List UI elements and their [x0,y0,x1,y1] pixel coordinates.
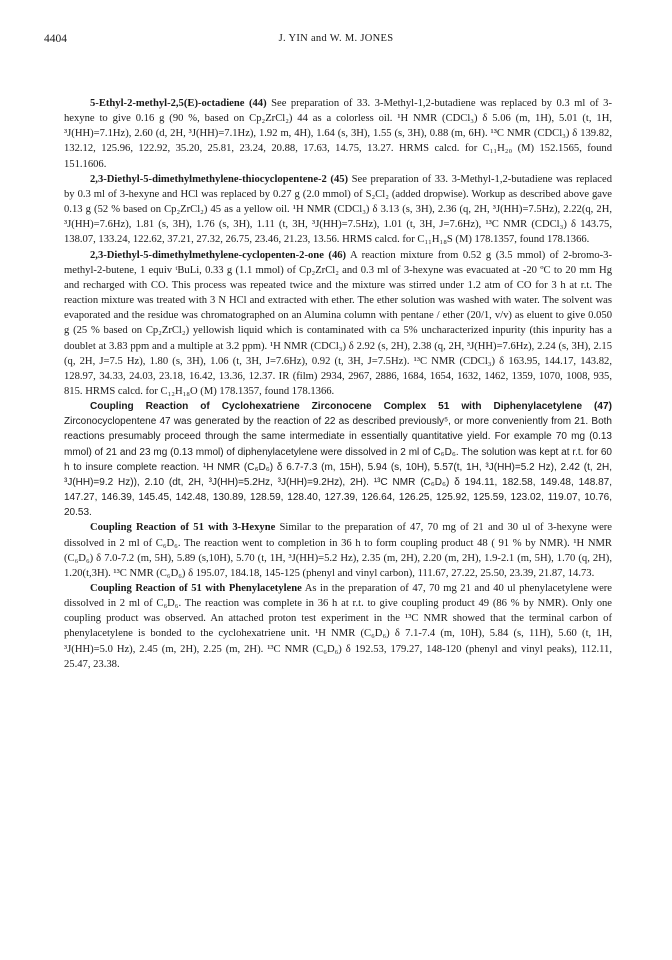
running-title: J. YIN and W. M. JONES [278,33,394,44]
section-heading: Coupling Reaction of Cyclohexatriene Zirconocene Complex 51 with Diphenylacetylene (47) [90,401,612,413]
compound-heading: 2,3-Diethyl-5-dimethylmethylene-cyclopenten-2-one (46) [90,249,347,261]
section-heading: Coupling Reaction of 51 with Phenylacetylene [90,583,302,594]
paragraph-text: As in the preparation of 47, 70 mg 21 and 40 ul phenylacetylene were dissolved in 2 ml of C₆D₆. The reaction was complete in 36 h at r.t. to give coupling product 49 (86 % by NMR). Only one coupling product was observed. An attached proton test experiment in the ¹³C NMR showed that the terminal carbon of phenylacetylene is bonded to the cyclohexatriene unit. ¹H NMR (C₆D₆) δ 7.1-7.4 (m, 10H), 5.84 (s, 11H), 5.60 (t, 1H, ³J(HH)=5.0 Hz), 2.45 (m, 2H), 2.25 (m, 2H). ¹³C NMR (C₆D₆) δ 192.53, 179.27, 148-120 (phenyl and vinyl peaks), 112.11, 25.47, 23.38. [64,583,613,670]
paragraph-text: Zirconocyclopentene 47 was generated by the reaction of 22 as described previously⁵, or more conveniently from 21. Both reactions presumably proceed through the same intermediate in essentially quantitative yield. For example 70 mg (0.13 mmol) of 21 and 23 mg (0.13 mmol) of diphenylacetylene were dissolved in 2 ml of C₆D₆. The solution was kept at r.t. for 60 h to insure complete reaction. ¹H NMR (C₆D₆) δ 6.7-7.3 (m, 15H), 5.94 (s, 10H), 5.57(t, 1H, ³J(HH)=5.2 Hz), 2.42 (t, 2H, ³J(HH)=9.2 Hz)), 2.10 (dt, 2H, ³J(HH)=5.2Hz, ³J(HH)=9.2Hz), 2H). ¹³C NMR (C₆D₆) δ 194.11, 182.58, 149.48, 148.87, 147.27, 146.39, 145.45, 142.48, 130.89, 128.59, 128.40, 127.39, 126.64, 126.25, 125.92, 125.59, 123.02, 119.07, 10.76, 20.53. [64,416,612,519]
paragraph-text: A reaction mixture from 0.52 g (3.5 mmol) of 2-bromo-3-methyl-2-butene, 1 equiv ᵗBuLi, 0.33 g (1.1 mmol) of Cp₂ZrCl₂ and 0.3 ml of 3-hexyne was evacuated at -20 ºC to 20 mm Hg and recharged with CO. This process was repeated twice and the mixture was stirred under 1.2 atm of CO for 3 h at r.t. The reaction mixture was treated with 3 N HCl and extracted with ether. The ether solution was washed with water. The solvent was evaporated and the residue was chromatographed on an Alumina column with pentane / ether (20/1, v/v) as eluent to give 0.050 g (25 % based on Cp₂ZrCl₂) yellowish liquid which is contaminated with ca 5% uncharacterized inpurity (this inpurity has a doublet at 3.83 ppm and a multiple at 3.2 ppm). ¹H NMR (CDCl₃) δ 2.92 (s, 2H), 2.38 (q, 2H, ³J(HH)=7.6Hz), 2.24 (s, 3H), 2.15 (q, 2H, J=7.5 Hz), 1.80 (s, 3H), 1.06 (t, 3H, J=7.6Hz), 0.92 (t, 3H, J=7.5Hz). ¹³C NMR (CDCl₃) δ 163.95, 144.17, 143.82, 128.97, 34.33, 24.03, 23.18, 16.42, 13.36, 12.37. IR (film) 2934, 2967, 2886, 1684, 1654, 1632, 1462, 1359, 1070, 1008, 935, 815. HRMS calcd. for C₁₂H₁₈O (M) 178.1357, found 178.1366. [64,249,612,397]
paragraph-text: Similar to the preparation of 47, 70 mg of 21 and 30 ul of 3-hexyne were dissolved in 2 ml of C₆D₆. The reaction went to completion in 36 h to form coupling product 48 ( 91 % by NMR). ¹H NMR (C₆D₆) δ 7.0-7.2 (m, 5H), 5.89 (s,10H), 5.70 (t, 1H, ³J(HH)=5.2 Hz), 2.35 (m, 2H), 2.20 (m, 2H), 1.9-2.1 (m, 5H), 1.70 (q, 2H), 1.20(t,3H). ¹³C NMR (C₆D₆) δ 195.07, 184.18, 145-125 (phenyl and vinyl carbon), 111.67, 27.22, 25.50, 23.39, 21.87, 14.73. [64,522,612,579]
compound-heading: 5-Ethyl-2-methyl-2,5(E)-octadiene (44) [90,98,267,109]
paragraph-coupling-diphenylacetylene [64,399,612,520]
experimental-section [64,96,612,672]
paragraph-compound-45 [64,172,612,248]
paragraph-compound-46 [64,248,612,400]
paragraph-text: See preparation of 33. 3-Methyl-1,2-butadiene was replaced by 0.3 ml of 3-hexyne to give 0.16 g (90 %, based on Cp₂ZrCl₂) 44 as a colorless oil. ¹H NMR (CDCl₃) δ 5.06 (m, 1H), 5.01 (t, 1H, ³J(HH)=7.1Hz), 2.60 (d, 2H, ³J(HH)=7.1Hz), 1.92 m, 4H), 1.64 (s, 3H), 1.55 (s, 3H), 0.88 (m, 6H). ¹³C NMR (CDCl₃) δ 139.82, 132.12, 125.96, 122.92, 35.20, 25.81, 23.24, 20.88, 17.63, 14.75, 13.27. HRMS calcd. for C₁₁H₂₀ (M) 152.1565, found 151.1606. [64,98,612,170]
page-number: 4404 [44,33,67,45]
paragraph-compound-44 [64,96,612,172]
paragraph-coupling-phenylacetylene [64,581,612,672]
compound-heading: 2,3-Diethyl-5-dimethylmethylene-thiocyclopentene-2 (45) [90,173,349,185]
paragraph-coupling-3-hexyne [64,520,612,581]
paragraph-text: See preparation of 33. 3-Methyl-1,2-butadiene was replaced by 0.3 ml of 3-hexyne and HCl was replaced by 0.27 g (2.0 mmol) of S₂Cl₂ (added dropwise). Workup as described above gave 0.13 g (52 % based on Cp₂ZrCl₂) 45 as a yellow oil. ¹H NMR (CDCl₃) δ 3.13 (s, 3H), 2.36 (q, 2H, ³J(HH)=7.5Hz), 2.22(q, 2H, ³J(HH)=7.6Hz), 1.81 (s, 3H), 1.76 (s, 3H), 1.11 (t, 3H, ³J(HH)=7.5Hz), 1.01 (t, 3H, J=7.6Hz), ¹³C NMR (CDCl₃) δ 143.75, 138.07, 133.24, 122.62, 37.21, 27.32, 26.75, 23.46, 21.23, 13.56. HRMS calcd. for C₁₁H₁₈S (M) 178.1357, found 178.1366. [64,173,612,246]
section-heading: Coupling Reaction of 51 with 3-Hexyne [90,522,276,534]
